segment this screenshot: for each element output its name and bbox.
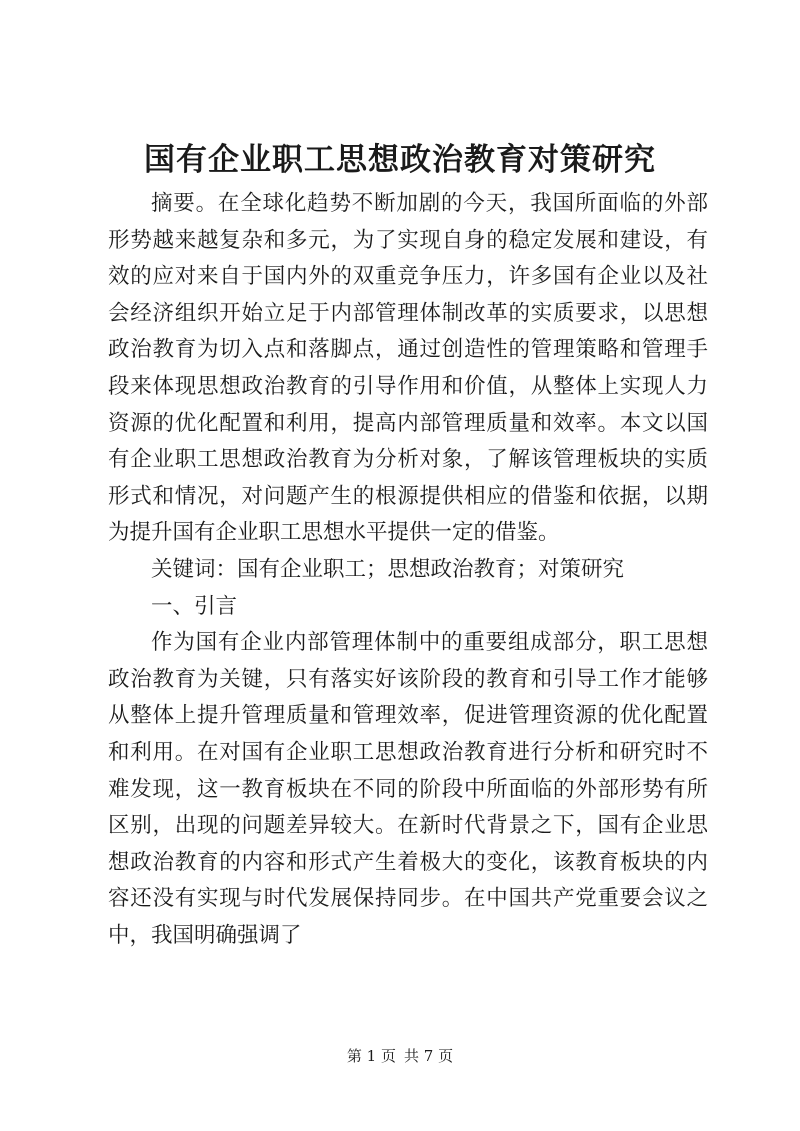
abstract-paragraph: 摘要。在全球化趋势不断加剧的今天，我国所面临的外部形势越来越复杂和多元，为了实现自身的稳定发展和建设，有效的应对来自于国内外的双重竞争压力，许多国有企业以及社会经济组织开始立足于内部管理体制改革的实质要求，以思想政治教育为切入点和落脚点，通过创造性的管理策略和管理手段来体现思想政治教育的引导作用和价值，从整体上实现人力资源的优化配置和利用，提高内部管理质量和效率。本文以国有企业职工思想政治教育为分析对象，了解该管理板块的实质形式和情况，对问题产生的根源提供相应的借鉴和依据，以期为提升国有企业职工思想水平提供一定的借鉴。 (108, 191, 708, 546)
keywords-paragraph: 关键词：国有企业职工；思想政治教育；对策研究 (151, 556, 625, 582)
page-total: 共 7 页 (404, 1047, 454, 1065)
introduction-paragraph: 作为国有企业内部管理体制中的重要组成部分，职工思想政治教育为关键，只有落实好该阶段的教育和引导工作才能够从整体上提升管理质量和管理效率，促进管理资源的优化配置和利用。在对国有企业职工思想政治教育进行分析和研究时不难发现，这一教育板块在不同的阶段中所面临的外部形势有所区别，出现的问题差异较大。在新时代背景之下，国有企业思想政治教育的内容和形式产生着极大的变化，该教育板块的内容还没有实现与时代发展保持同步。在中国共产党重要会议之中，我国明确强调了 (108, 630, 708, 948)
page-number: 第 1 页 (346, 1047, 396, 1065)
document-title: 国有企业职工思想政治教育对策研究 (144, 142, 656, 178)
page-footer (0, 1046, 800, 1066)
document-body (108, 186, 708, 954)
section-heading-introduction: 一、引言 (151, 593, 238, 619)
